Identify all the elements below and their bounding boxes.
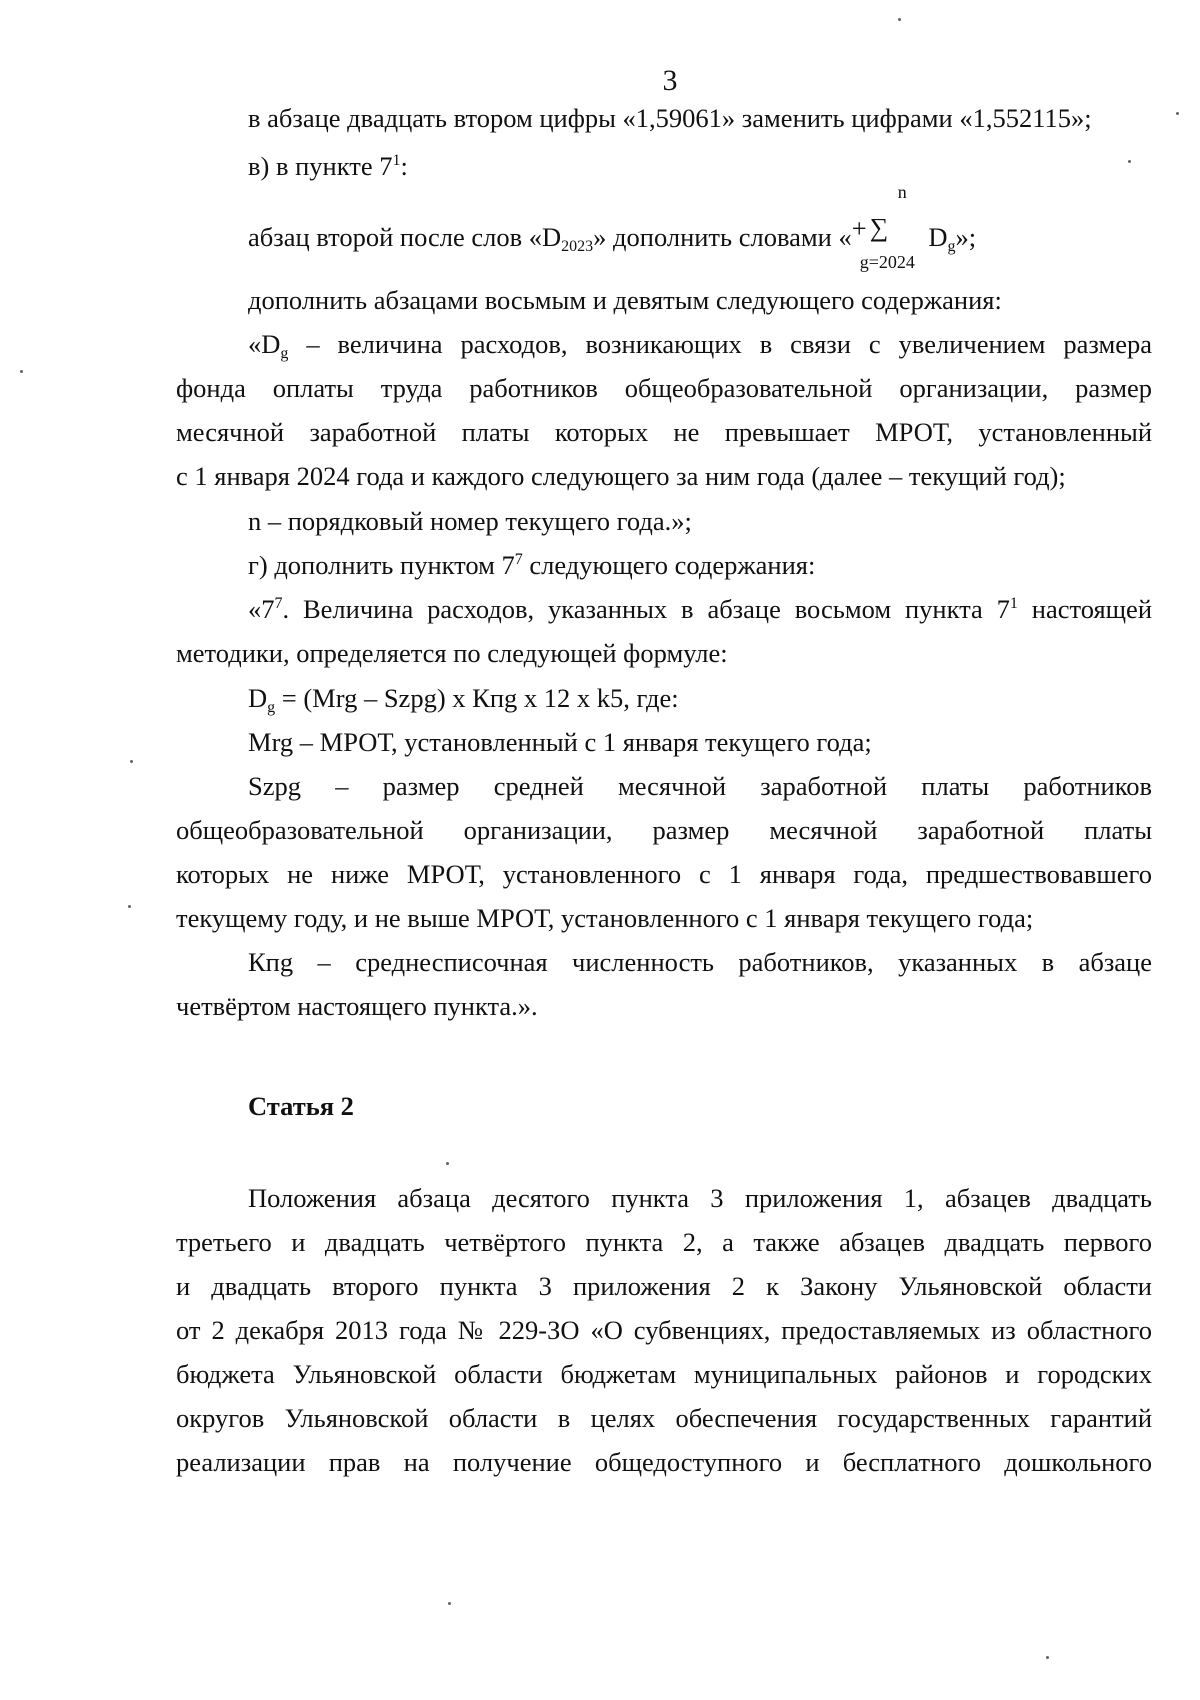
scan-speck: [130, 760, 133, 763]
subitem-g: г) дополнить пунктом $7^7$ следующего содержания:: [248, 550, 816, 580]
article2-line-7: реализации прав на получение общедоступного и бесплатного дошкольного: [176, 1447, 1152, 1477]
definition-dg-line-2: фонда оплаты труда работников общеобразовательной организации, размер: [176, 373, 1152, 403]
add-paragraphs-line: дополнить абзацами восьмым и девятым следующего содержания:: [248, 285, 1002, 315]
definition-szpg-line-2: общеобразовательной организации, размер месячной заработной платы: [176, 815, 1152, 845]
scan-speck: [898, 18, 901, 21]
definition-szpg-line-3: которых не ниже МРОТ, установленного с 1 января года, предшествовавшего: [176, 859, 1152, 889]
article2-line-2: третьего и двадцать четвёртого пункта 2, а также абзацев двадцать первого: [176, 1227, 1152, 1257]
definition-dg-line-3: месячной заработной платы которых не превышает МРОТ, установленный: [176, 417, 1152, 447]
definition-szpg-line-4: текущему году, и не выше МРОТ, установленного с 1 января текущего года;: [176, 903, 1034, 933]
sum-expression: + n ∑ g=2024: [851, 182, 915, 272]
definition-szpg-line-1: Szpg – размер средней месячной заработной платы работников: [248, 771, 1152, 801]
point-77-line-1: «$7^7$. Величина расходов, указанных в абзаце восьмом пункта $7^1$ настоящей: [248, 594, 1152, 624]
article2-line-5: бюджета Ульяновской области бюджетам муниципальных районов и городских: [176, 1359, 1152, 1389]
definition-mrg: Mrg – МРОТ, установленный с 1 января текущего года;: [248, 727, 872, 757]
scan-speck: [128, 905, 131, 908]
definition-n: n – порядковый номер текущего года.»;: [248, 506, 692, 536]
scan-speck: [1176, 112, 1179, 115]
article2-line-6: округов Ульяновской области в целях обеспечения государственных гарантий: [176, 1403, 1152, 1433]
definition-kpg-line-2: четвёртом настоящего пункта.».: [176, 991, 538, 1021]
definition-dg-line-4: с 1 января 2024 года и каждого следующего за ним года (далее – текущий год);: [176, 461, 1066, 491]
article2-line-4: от 2 декабря 2013 года № 229-ЗО «О субвенциях, предоставляемых из областного: [176, 1315, 1152, 1345]
definition-kpg-line-1: Кпg – среднесписочная численность работников, указанных в абзаце: [248, 947, 1152, 977]
point-77-line-2: методики, определяется по следующей формуле:: [176, 638, 728, 668]
scan-speck: [448, 1602, 451, 1605]
formula-dg: $D_g = (Mrg$ – Szpg) x Кпg x 12 x k5, где:: [248, 683, 679, 716]
scan-speck: [1128, 160, 1131, 163]
page-number: 3: [662, 64, 678, 97]
definition-dg-line-1: «$D_g$ – величина расходов, возникающих в связи с увеличением размера: [248, 329, 1152, 362]
article-heading: Статья 2: [248, 1091, 354, 1121]
sum-sign: ∑: [869, 213, 889, 242]
formula-amendment-line: абзац второй после слов «$D_{2023}$» дополнить словами « + n ∑ g=2024 $D_g$»;: [248, 182, 977, 272]
article2-line-1: Положения абзаца десятого пункта 3 приложения 1, абзацев двадцать: [248, 1183, 1152, 1213]
scan-speck: [446, 1162, 449, 1165]
article2-line-3: и двадцать второго пункта 3 приложения 2 к Закону Ульяновской области: [176, 1271, 1152, 1301]
amendment-paragraph: в абзаце двадцать втором цифры «1,59061» заменить цифрами «1,552115»;: [248, 103, 1092, 133]
scan-speck: [20, 370, 23, 373]
scan-speck: [1046, 1656, 1049, 1659]
subitem-v: в) в пункте $7^1$:: [248, 151, 408, 181]
